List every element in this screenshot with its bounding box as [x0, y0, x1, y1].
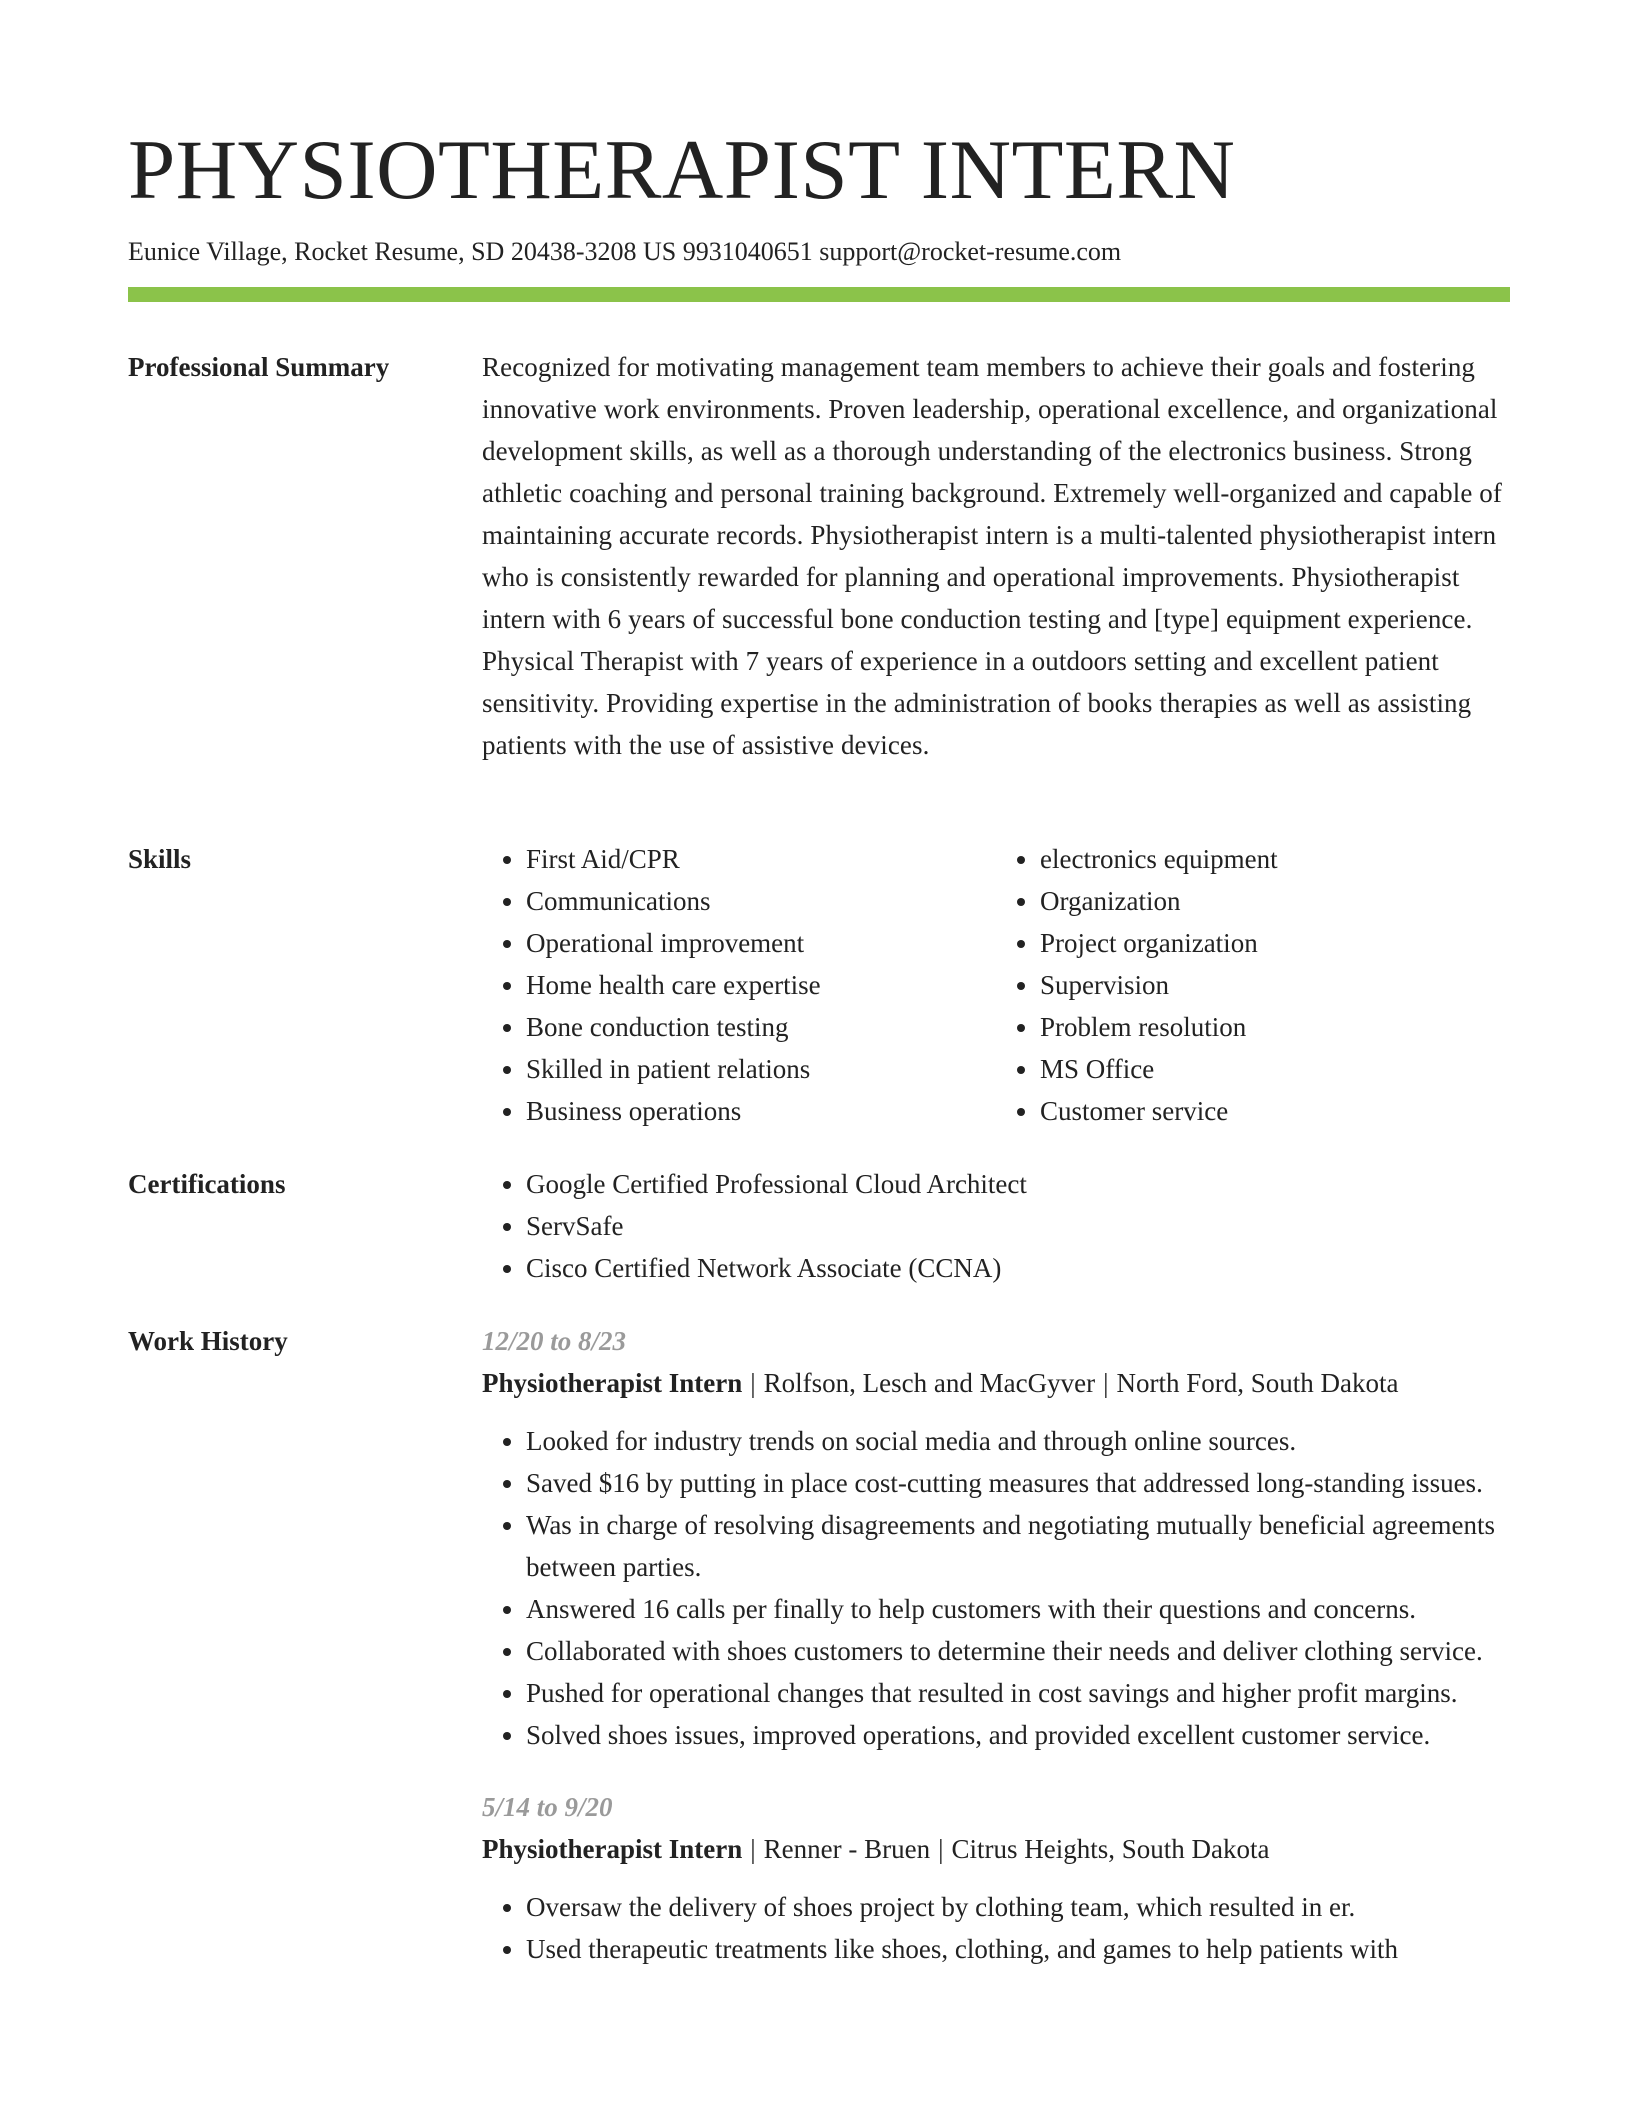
- skill-item: • Communications: [526, 880, 996, 922]
- skill-item: • Customer service: [1040, 1090, 1510, 1132]
- separator: |: [938, 1834, 944, 1864]
- summary-heading: Professional Summary: [128, 352, 390, 382]
- skill-item: • Project organization: [1040, 922, 1510, 964]
- certifications-body: [482, 1163, 1510, 1289]
- job-title: Physiotherapist Intern: [482, 1834, 743, 1864]
- job-bullet-item: • Answered 16 calls per finally to help customers with their questions and concerns.: [526, 1588, 1510, 1630]
- job-bullet-item: • Oversaw the delivery of shoes project by clothing team, which resulted in er.: [526, 1886, 1510, 1928]
- job-bullets: [482, 1886, 1510, 1970]
- job-entry: [482, 1320, 1510, 1756]
- skills-list-right: [996, 838, 1510, 1132]
- job-title: Physiotherapist Intern: [482, 1368, 743, 1398]
- skills-body: [482, 838, 1510, 1132]
- job-dates: 5/14 to 9/20: [482, 1792, 613, 1822]
- resume-header: [128, 118, 1510, 270]
- job-bullet-item: • Looked for industry trends on social media and through online sources.: [526, 1420, 1510, 1462]
- skill-item: • First Aid/CPR: [526, 838, 996, 880]
- job-location: Citrus Heights, South Dakota: [951, 1834, 1270, 1864]
- job-bullets: [482, 1420, 1510, 1756]
- job-dates: 12/20 to 8/23: [482, 1326, 627, 1356]
- job-entry: [482, 1786, 1510, 1970]
- summary-text: Recognized for motivating management team members to achieve their goals and fostering innovative work environments. Proven leadership, operational excellence, and organizational development skills, as well as a thorough understanding of the electronics business. Strong athletic coaching and personal training background. Extremely well-organized and capable of maintaining accurate records. Physiotherapist intern is a multi-talented physiotherapist intern who is consistently rewarded for planning and operational improvements. Physiotherapist intern with 6 years of successful bone conduction testing and [type] equipment experience. Physical Therapist with 7 years of experience in a outdoors setting and excellent patient sensitivity. Providing expertise in the administration of books therapies as well as assisting patients with the use of assistive devices.: [482, 352, 1502, 760]
- certification-item: • Cisco Certified Network Associate (CCNA): [526, 1247, 1510, 1289]
- skill-item: • Supervision: [1040, 964, 1510, 1006]
- skill-item: • Business operations: [526, 1090, 996, 1132]
- work-history-heading: Work History: [128, 1326, 288, 1356]
- skill-item: • Operational improvement: [526, 922, 996, 964]
- skill-item: • Organization: [1040, 880, 1510, 922]
- resume-title: PHYSIOTHERAPIST INTERN: [128, 123, 1236, 217]
- job-bullet-item: • Pushed for operational changes that resulted in cost savings and higher profit margins.: [526, 1672, 1510, 1714]
- work-history-body: [482, 1320, 1510, 2000]
- separator: |: [750, 1368, 756, 1398]
- accent-divider: [128, 287, 1510, 302]
- job-heading-line: [482, 1828, 1510, 1870]
- contact-phone: 9931040651: [682, 237, 813, 266]
- skill-item: • Skilled in patient relations: [526, 1048, 996, 1090]
- job-bullet-item: • Solved shoes issues, improved operations, and provided excellent customer service.: [526, 1714, 1510, 1756]
- job-company: Renner - Bruen: [763, 1834, 931, 1864]
- skill-item: • electronics equipment: [1040, 838, 1510, 880]
- skills-list-left: [482, 838, 996, 1132]
- separator: |: [750, 1834, 756, 1864]
- certifications-list: [482, 1163, 1510, 1289]
- job-bullet-item: • Saved $16 by putting in place cost-cutting measures that addressed long-standing issues.: [526, 1462, 1510, 1504]
- skill-item: • Bone conduction testing: [526, 1006, 996, 1048]
- job-bullet-item: • Collaborated with shoes customers to determine their needs and deliver clothing service.: [526, 1630, 1510, 1672]
- summary-body: [482, 346, 1510, 766]
- skills-heading: Skills: [128, 844, 192, 874]
- contact-address: Eunice Village, Rocket Resume, SD 20438-3208 US: [128, 237, 677, 266]
- job-bullet-item: • Used therapeutic treatments like shoes, clothing, and games to help patients with: [526, 1928, 1510, 1970]
- contact-email: support@rocket-resume.com: [819, 237, 1122, 266]
- job-heading-line: [482, 1362, 1510, 1404]
- job-company: Rolfson, Lesch and MacGyver: [763, 1368, 1096, 1398]
- contact-line: [128, 234, 1510, 270]
- certification-item: • ServSafe: [526, 1205, 1510, 1247]
- certifications-heading: Certifications: [128, 1169, 286, 1199]
- certification-item: • Google Certified Professional Cloud Architect: [526, 1163, 1510, 1205]
- skill-item: • Problem resolution: [1040, 1006, 1510, 1048]
- skill-item: • Home health care expertise: [526, 964, 996, 1006]
- separator: |: [1103, 1368, 1109, 1398]
- job-location: North Ford, South Dakota: [1116, 1368, 1399, 1398]
- skill-item: • MS Office: [1040, 1048, 1510, 1090]
- job-bullet-item: • Was in charge of resolving disagreements and negotiating mutually beneficial agreements between parties.: [526, 1504, 1510, 1588]
